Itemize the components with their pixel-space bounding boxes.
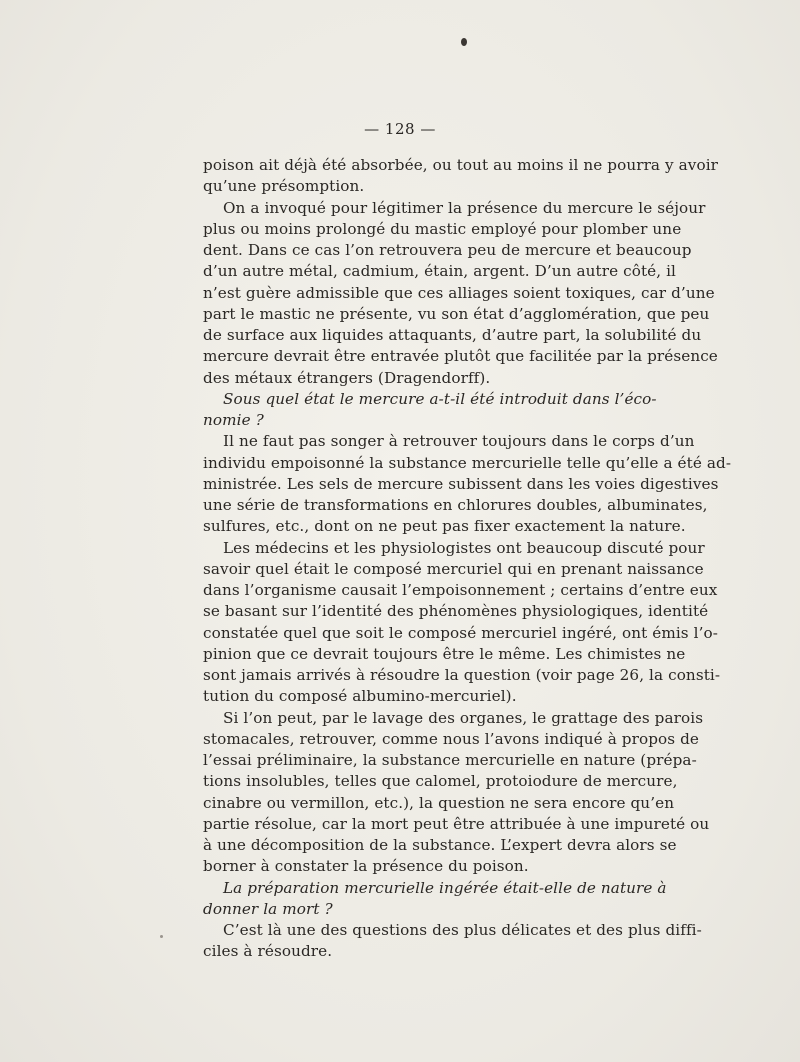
text-line: poison ait déjà été absorbée, ou tout au moins il ne pourra y avoir: [203, 156, 719, 174]
text-line: sont jamais arrivés à résoudre la question (voir page 26, la consti-: [203, 666, 721, 684]
text-line: stomacales, retrouver, comme nous l’avons indiqué à propos de: [203, 729, 700, 748]
text-line: ciles à résoudre.: [203, 942, 333, 961]
ink-speck: [461, 38, 467, 46]
italic-heading-line: Sous quel état le mercure a-t-il été introduit dans l’éco-: [223, 389, 657, 408]
text-line: C’est là une des questions des plus délicates et des plus diffi-: [223, 921, 702, 939]
text-line: des métaux étrangers (Dragendorff).: [203, 368, 491, 387]
text-line: borner à constater la présence du poison.: [203, 857, 529, 876]
text-line: On a invoqué pour légitimer la présence du mercure le séjour: [223, 198, 706, 217]
text-line: ministrée. Les sels de mercure subissent dans les voies digestives: [203, 474, 719, 493]
text-line: constatée quel que soit le composé mercuriel ingéré, ont émis l’o-: [203, 623, 718, 642]
text-line: à une décomposition de la substance. L’expert devra alors se: [203, 836, 677, 854]
text-line: de surface aux liquides attaquants, d’autre part, la solubilité du: [203, 326, 702, 344]
text-line: une série de transformations en chlorures doubles, albuminates,: [203, 496, 708, 514]
italic-heading-line: nomie ?: [203, 411, 264, 429]
text-line: mercure devrait être entravée plutôt que facilitée par la présence: [203, 347, 718, 366]
text-line: se basant sur l’identité des phénomènes physiologiques, identité: [203, 602, 709, 621]
text-line: qu’une présomption.: [203, 177, 365, 196]
text-line: d’un autre métal, cadmium, étain, argent. D’un autre côté, il: [203, 262, 677, 281]
text-line: plus ou moins prolongé du mastic employé pour plomber une: [203, 219, 682, 238]
text-line: dent. Dans ce cas l’on retrouvera peu de mercure et beaucoup: [203, 241, 692, 259]
italic-heading-line: donner la mort ?: [203, 899, 333, 918]
text-line: l’essai préliminaire, la substance mercurielle en nature (prépa-: [203, 751, 697, 769]
text-line: dans l’organisme causait l’empoisonnement ; certains d’entre eux: [203, 581, 718, 599]
body-text: [203, 155, 732, 963]
text-line: tions insolubles, telles que calomel, protoiodure de mercure,: [203, 772, 678, 791]
text-line: Si l’on peut, par le lavage des organes, le grattage des parois: [223, 708, 704, 727]
text-line: sulfures, etc., dont on ne peut pas fixer exactement la nature.: [203, 517, 686, 536]
text-line: n’est guère admissible que ces alliages soient toxiques, car d’une: [203, 283, 715, 302]
text-line: cinabre ou vermillon, etc.), la question ne sera encore qu’en: [203, 793, 675, 812]
italic-heading-line: La préparation mercurielle ingérée était-elle de nature à: [223, 878, 667, 897]
text-line: part le mastic ne présente, vu son état d’agglomération, que peu: [203, 304, 710, 323]
text-line: Les médecins et les physiologistes ont beaucoup discuté pour: [223, 538, 705, 557]
text-line: tution du composé albumino-mercuriel).: [203, 687, 517, 706]
page-number: — 128 —: [364, 120, 436, 138]
paper-mark: [160, 935, 163, 938]
text-line: savoir quel était le composé mercuriel qui en prenant naissance: [203, 559, 704, 578]
text-line: individu empoisonné la substance mercurielle telle qu’elle a été ad-: [203, 453, 732, 472]
text-line: pinion que ce devrait toujours être le même. Les chimistes ne: [203, 644, 686, 663]
text-line: partie résolue, car la mort peut être attribuée à une impureté ou: [203, 814, 710, 833]
text-line: Il ne faut pas songer à retrouver toujours dans le corps d’un: [223, 432, 695, 451]
